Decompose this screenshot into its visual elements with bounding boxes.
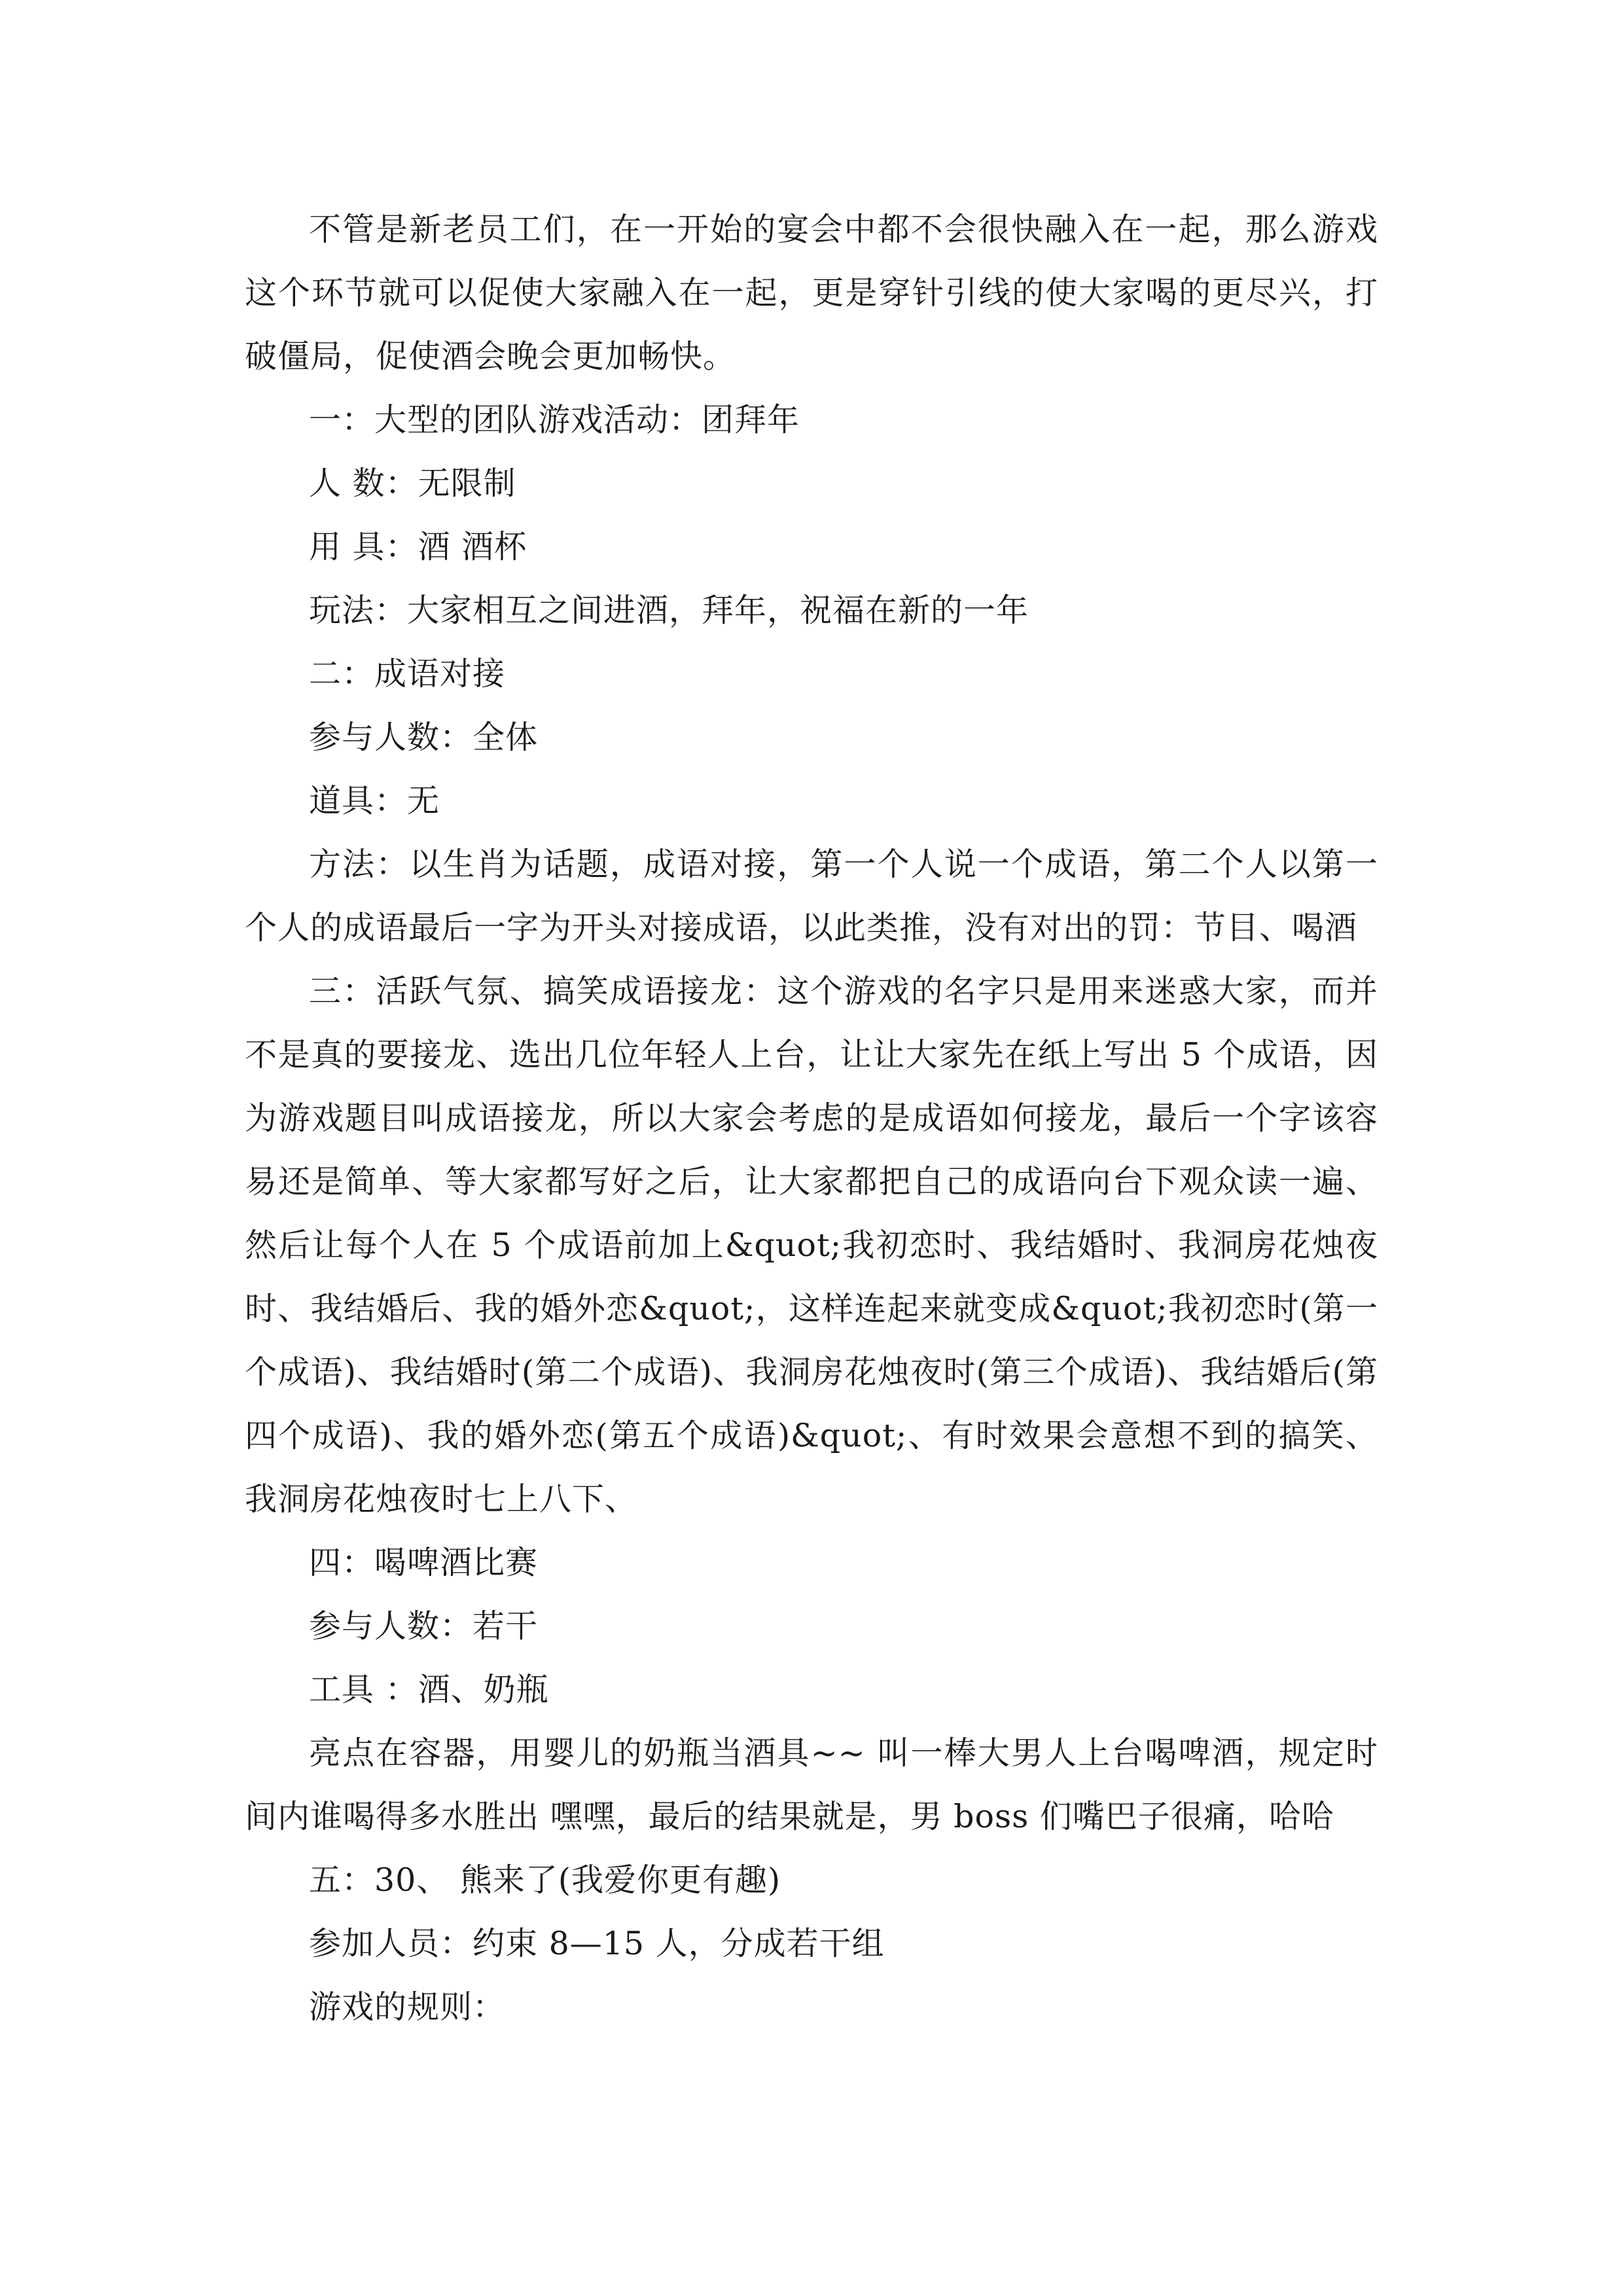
game2-people: 参与人数：全体	[309, 719, 539, 756]
game4-method: 亮点在容器，用婴儿的奶瓶当酒具~~ 叫一棒大男人上台喝啤酒，规定时间内谁喝得多水胜出 嘿嘿，最后的结果就是，男 boss 们嘴巴子很痛，哈哈	[245, 1734, 1378, 1835]
game3-paragraph: 三：活跃气氛、搞笑成语接龙：这个游戏的名字只是用来迷惑大家，而并不是真的要接龙、选出几位年轻人上台，让让大家先在纸上写出 5 个成语，因为游戏题目叫成语接龙，所以大家会考虑的是成语如何接龙，最后一个字该容易还是简单、等大家都写好之后，让大家都把自己的成语向台下观众读一遍、然后让每个人在 5 个成语前加上&quot;我初恋时、我结婚时、我洞房花烛夜时、我结婚后、我的婚外恋&quot;，这样连起来就变成&quot;我初恋时(第一个成语)、我结婚时(第二个成语)、我洞房花烛夜时(第三个成语)、我结婚后(第四个成语)、我的婚外恋(第五个成语)&quot;、有时效果会意想不到的搞笑、我洞房花烛夜时七上八下、	[245, 973, 1378, 1518]
game4-title: 四：喝啤酒比赛	[309, 1544, 539, 1581]
game5-title: 五：30、 熊来了(我爱你更有趣)	[309, 1861, 781, 1899]
game4-tools: 工具 ：酒、奶瓶	[309, 1671, 549, 1708]
game1-method: 玩法：大家相互之间进酒，拜年，祝福在新的一年	[309, 592, 1029, 629]
game2-method: 方法：以生肖为话题，成语对接，第一个人说一个成语，第二个人以第一个人的成语最后一字为开头对接成语，以此类推，没有对出的罚：节目、喝酒	[245, 846, 1378, 946]
game4-people: 参与人数：若干	[309, 1607, 539, 1645]
game2-title: 二：成语对接	[309, 655, 506, 692]
document-body	[245, 198, 1378, 2039]
game5-people: 参加人员：约束 8—15 人，分成若干组	[309, 1925, 885, 1962]
game1-people: 人 数：无限制	[309, 465, 516, 502]
game2-props: 道具：无	[309, 782, 440, 819]
game1-title: 一：大型的团队游戏活动：团拜年	[309, 401, 800, 439]
intro-paragraph: 不管是新老员工们，在一开始的宴会中都不会很快融入在一起，那么游戏这个环节就可以促使大家融入在一起，更是穿针引线的使大家喝的更尽兴，打破僵局，促使酒会晚会更加畅快。	[245, 211, 1378, 375]
game5-rules: 游戏的规则：	[309, 1988, 506, 2026]
game1-tools: 用 具：酒 酒杯	[309, 528, 527, 565]
